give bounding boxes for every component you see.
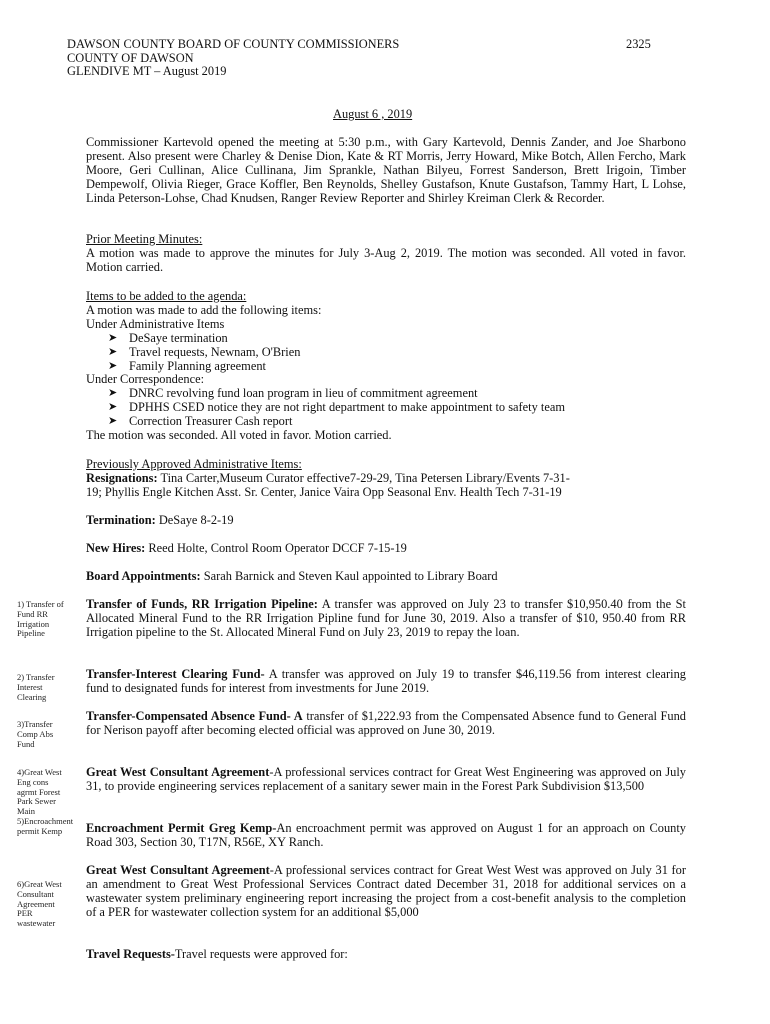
- document-header: [67, 38, 399, 79]
- resignations-line-1: Resignations: Tina Carter,Museum Curator effective7-29-29, Tina Petersen Library/Events 7-31-: [86, 470, 570, 485]
- meeting-date: August 6 , 2019: [333, 107, 413, 121]
- arrow-bullet-icon: ➤: [108, 359, 118, 372]
- margin-note-4-5: 4)Great West Eng cons agrmt Forest Park Sewer Main 5)Encroachment permit Kemp: [17, 767, 74, 836]
- page-number: 2325: [626, 37, 651, 51]
- prior-minutes-section: [86, 233, 686, 275]
- item-title: Transfer of Funds, RR Irrigation Pipeline:: [86, 597, 318, 611]
- opening-paragraph: Commissioner Kartevold opened the meeting at 5:30 p.m., with Gary Kartevold, Dennis Zander, and Joe Sharbono present. Also present were Charley & Denise Dion, Kate & RT Morris, Jerry Howard, Mike Botch, Allen Fercho, Mark Moore, Geri Cullinan, Alice Cullinana, Jim Sprankle, Nathan Bilyeu, Forrest Sanderson, Brett Irigoin, Timber Dempewolf, Olivia Rieger, Grace Koffler, Ben Reynolds, Shelley Gustafson, Knute Gustafson, Tammy Hart, L Lohse, Linda Peterson-Lohse, Chad Knudsen, Ranger Review Reporter and Shirley Kreiman Clerk & Recorder.: [86, 135, 686, 205]
- resignations-label: Resignations:: [86, 470, 158, 485]
- agenda-heading: Items to be added to the agenda:: [86, 289, 247, 303]
- agenda-intro: A motion was made to add the following items:: [86, 302, 322, 317]
- list-item: ➤ Family Planning agreement: [108, 358, 266, 373]
- agenda-admin-list: [108, 332, 686, 374]
- agenda-admin-label: Under Administrative Items: [86, 316, 225, 331]
- agenda-closing: The motion was seconded. All voted in favor. Motion carried.: [86, 428, 392, 443]
- prior-minutes-text: A motion was made to approve the minutes for July 3-Aug 2, 2019. The motion was seconded. All voted in favor. Motion carried.: [86, 245, 686, 274]
- item-great-west-agreement-1: Great West Consultant Agreement-A professional services contract for Great West Engineering was approved on July 31, to provide engineering services replacement of a sanitary sewer main in the Forest Park Subdivision $13,500: [86, 765, 686, 793]
- approved-heading: Previously Approved Administrative Items:: [86, 457, 302, 471]
- board-appointments-line: Board Appointments: Sarah Barnick and Steven Kaul appointed to Library Board: [86, 569, 498, 583]
- termination-line: Termination: DeSaye 8-2-19: [86, 513, 234, 527]
- arrow-bullet-icon: ➤: [108, 387, 118, 400]
- termination-label: Termination:: [86, 513, 156, 527]
- list-item: ➤ DeSaye termination: [108, 330, 228, 345]
- new-hires-label: New Hires:: [86, 541, 146, 555]
- board-appointments-label: Board Appointments:: [86, 569, 201, 583]
- item-title: Great West Consultant Agreement: [86, 863, 270, 877]
- list-item: ➤ Travel requests, Newnam, O'Brien: [108, 344, 301, 359]
- item-encroachment-permit: Encroachment Permit Greg Kemp-An encroachment permit was approved on August 1 for an approach on County Road 303, Section 30, T17N, R56E, XY Ranch.: [86, 821, 686, 849]
- agenda-section: [86, 290, 686, 443]
- item-transfer-rr-irrigation: Transfer of Funds, RR Irrigation Pipeline: A transfer was approved on July 23 to transfer $10,950.40 from the St Allocated Mineral Fund to the RR Irrigation Pipline fund for June 30, 2019. Also a transfer of $10, 950.40 from RR Irrigation pipeline to the St. Allocated Mineral Fund on July 23, 2019 to repay the loan.: [86, 597, 686, 639]
- margin-note-2: 2) Transfer Interest Clearing: [17, 672, 55, 702]
- agenda-correspondence-label: Under Correspondence:: [86, 372, 205, 387]
- item-title: Transfer-Interest Clearing Fund-: [86, 667, 265, 681]
- approved-items-section: [86, 458, 686, 500]
- arrow-bullet-icon: ➤: [108, 415, 118, 428]
- item-title: Great West Consultant Agreement: [86, 765, 270, 779]
- item-transfer-interest-clearing: Transfer-Interest Clearing Fund- A transfer was approved on July 19 to transfer $46,119.56 from interest clearing fund to designated funds for interest from investments for June 2019.: [86, 667, 686, 695]
- new-hires-line: New Hires: Reed Holte, Control Room Operator DCCF 7-15-19: [86, 541, 407, 555]
- list-item: ➤ DPHHS CSED notice they are not right department to make appointment to safety team: [108, 400, 565, 415]
- arrow-bullet-icon: ➤: [108, 345, 118, 358]
- list-item: ➤ DNRC revolving fund loan program in lieu of commitment agreement: [108, 386, 478, 401]
- item-transfer-compensated-absence: Transfer-Compensated Absence Fund- A transfer of $1,222.93 from the Compensated Absence fund to General Fund for Nerison payoff after becoming elected official was approved on June 30, 2019.: [86, 709, 686, 737]
- agenda-correspondence-list: [108, 387, 686, 429]
- list-item: ➤ Correction Treasurer Cash report: [108, 414, 293, 429]
- resignations-line-2: 19; Phyllis Engle Kitchen Asst. Sr. Center, Janice Vaira Opp Seasonal Env. Health Tech 7-31-19: [86, 484, 562, 499]
- item-title: Encroachment Permit Greg Kemp-: [86, 821, 277, 835]
- margin-note-3: 3)Transfer Comp Abs Fund: [17, 719, 54, 749]
- prior-minutes-heading: Prior Meeting Minutes:: [86, 232, 203, 246]
- item-title: Travel Requests-: [86, 947, 175, 961]
- header-line-3: GLENDIVE MT – August 2019: [67, 64, 227, 79]
- item-travel-requests: Travel Requests-Travel requests were approved for:: [86, 947, 348, 961]
- margin-note-6: 6)Great West Consultant Agreement PER wastewater: [17, 879, 62, 929]
- item-great-west-agreement-2: Great West Consultant Agreement-A professional services contract for Great West West was approved on July 31 for an amendment to Great West Professional Services Contract dated December 31, 2018 for additional services on a wastewater system preliminary engineering report increasing the project from a cost-benefit analysis to the completion of a PER for wastewater collection system for an additional $5,000: [86, 863, 687, 919]
- header-line-2: COUNTY OF DAWSON: [67, 50, 194, 65]
- margin-note-1: 1) Transfer of Fund RR Irrigation Pipeline: [17, 599, 64, 639]
- item-title: Transfer-Compensated Absence Fund- A: [86, 709, 303, 723]
- arrow-bullet-icon: ➤: [108, 401, 118, 414]
- arrow-bullet-icon: ➤: [108, 331, 118, 344]
- header-line-1: DAWSON COUNTY BOARD OF COUNTY COMMISSIONERS: [67, 37, 400, 51]
